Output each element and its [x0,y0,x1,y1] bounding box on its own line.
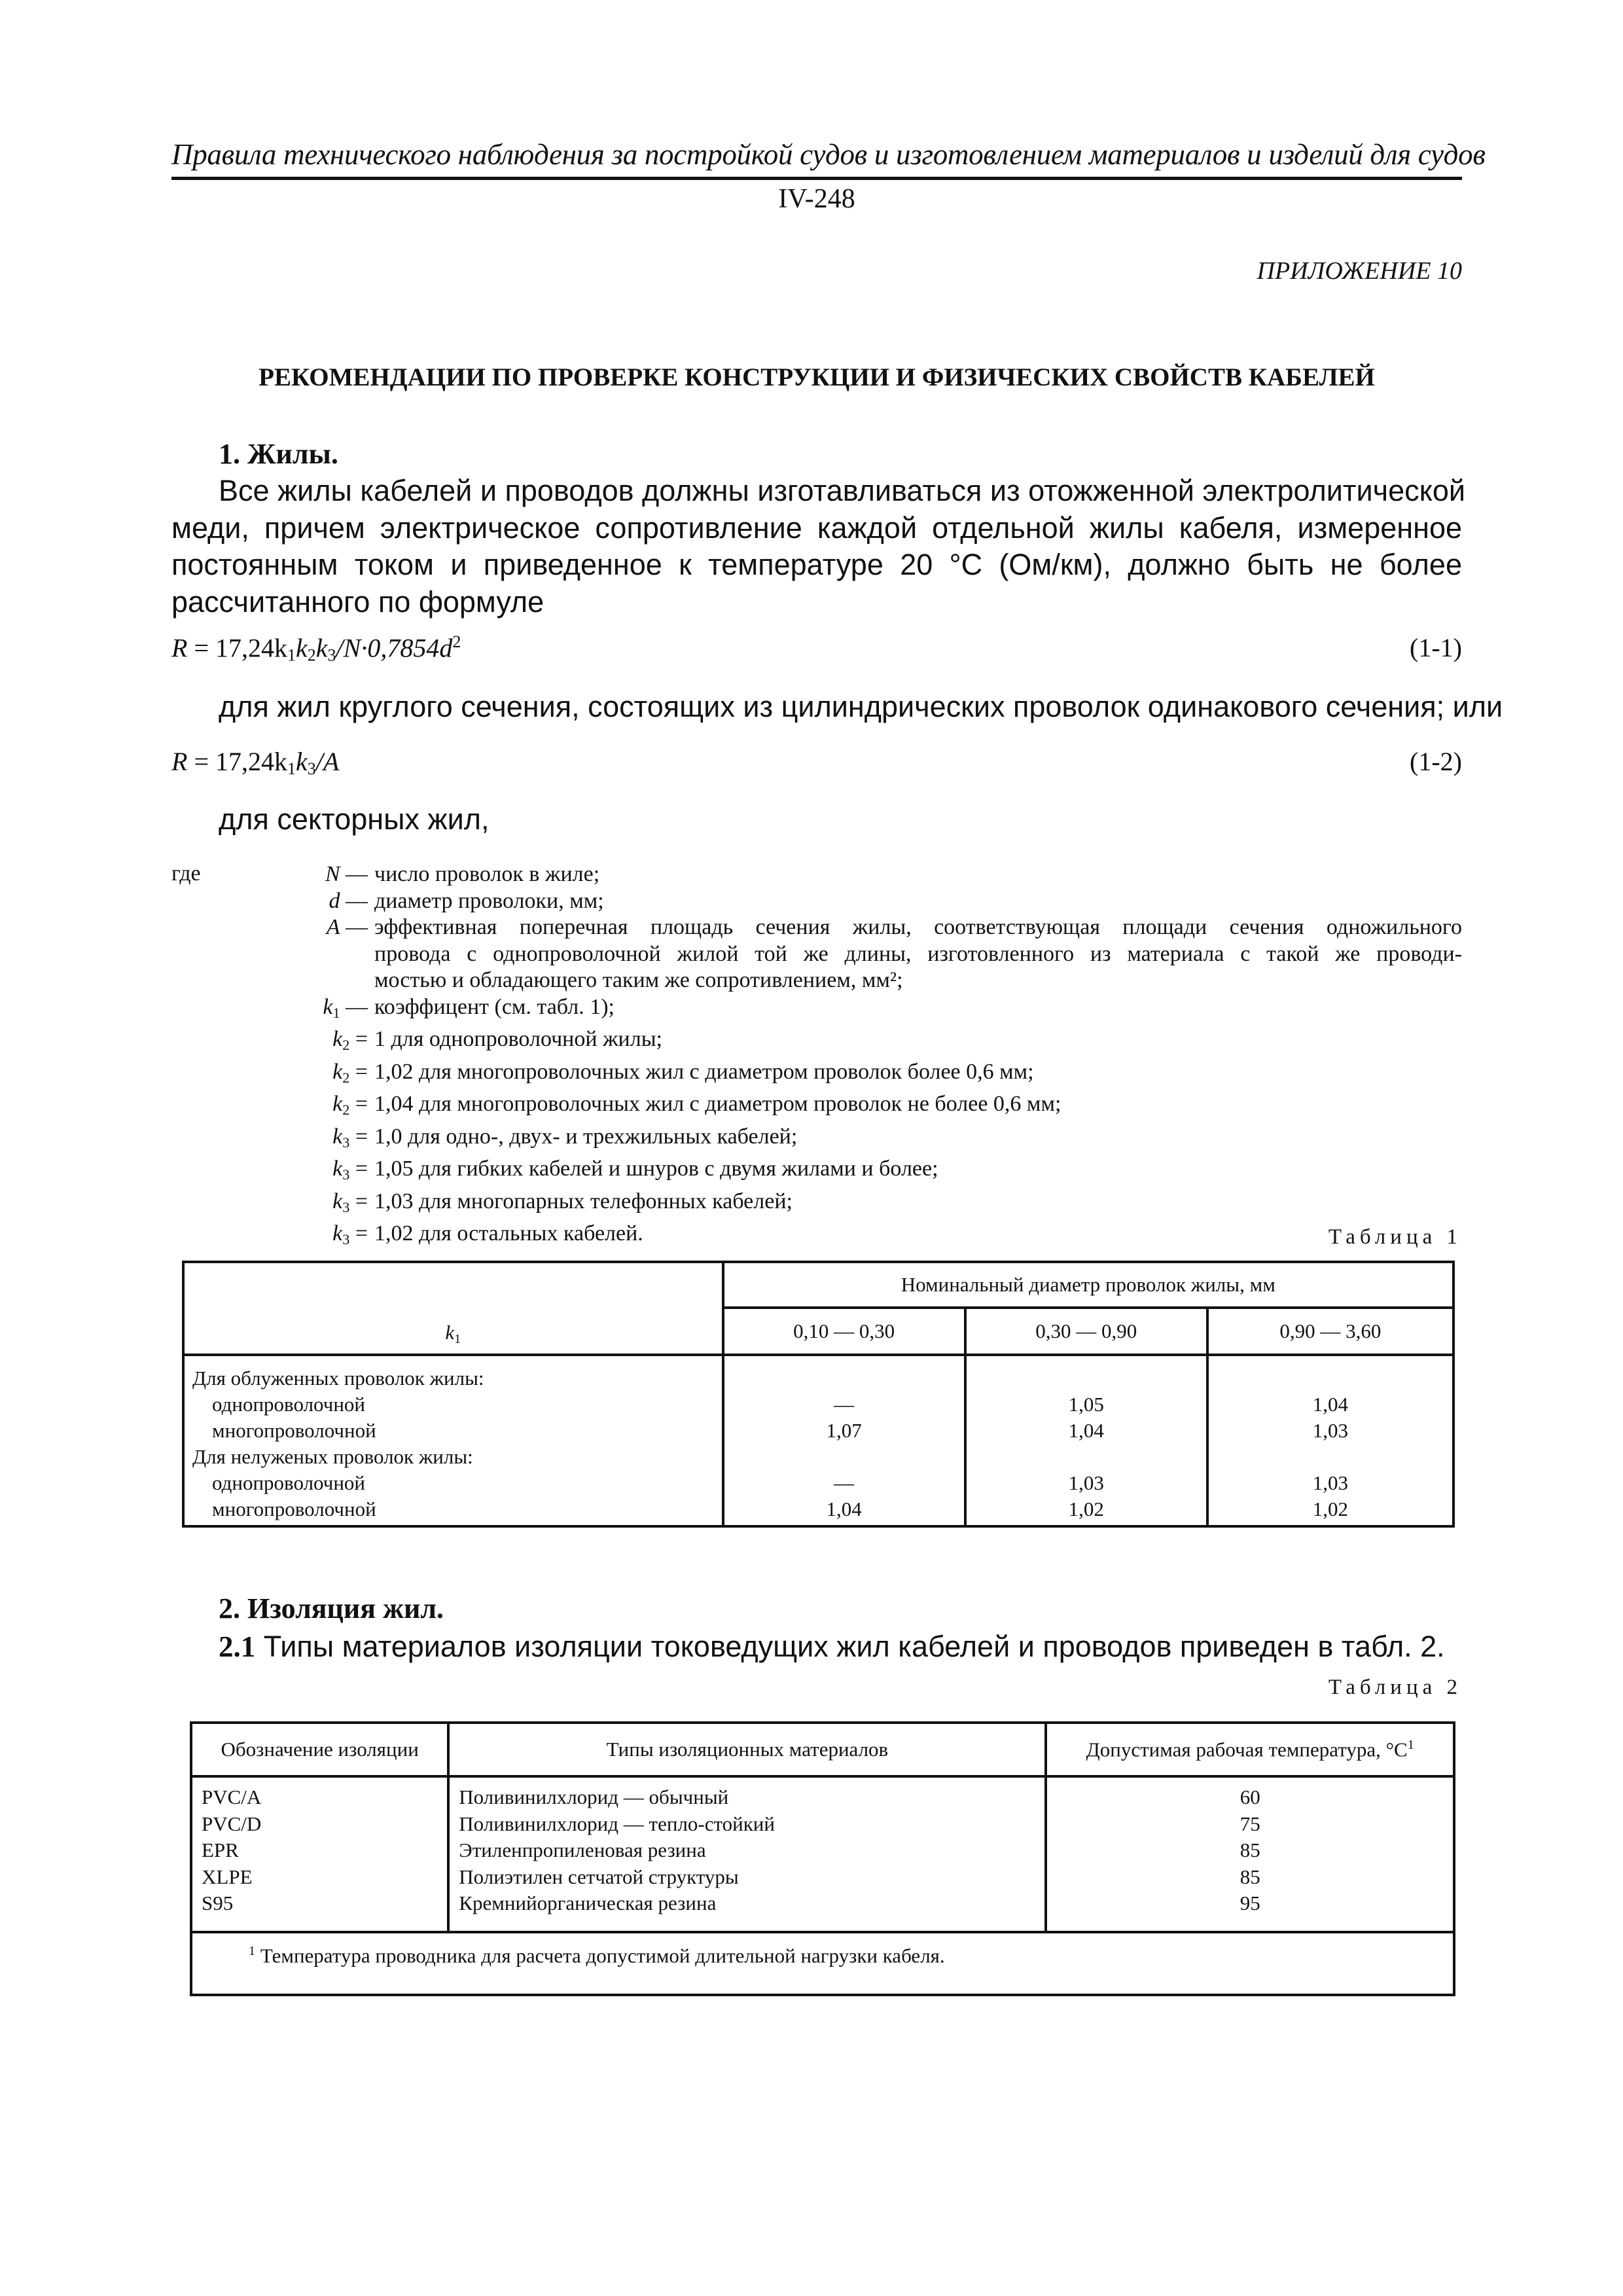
table-cell: Поливинилхлорид — обычный [459,1785,729,1808]
formula-text: R [171,633,188,663]
table-cell: 95 [1240,1892,1260,1914]
where-label: где [171,861,201,886]
table-cell: 1,04 [1312,1393,1349,1416]
definition-text: эффективная поперечная площадь сечения жилы, соответствующая площади сечения одножильного [374,915,1462,939]
table-2-footnote: $^1$ Температура проводника для расчета допустимой длительной нагрузки кабеля. [191,1932,1454,1995]
definition-item [283,888,1462,915]
table-cell: 1,03 [1312,1471,1349,1494]
table-row-label: многопроволочной [212,1498,376,1520]
definition-text: 1,02 для многопроволочных жил с диаметром проволок более 0,6 мм; [374,1059,1034,1084]
table-cell: — [834,1471,855,1494]
definition-text: диаметр проволоки, мм; [374,888,604,913]
definition-symbol: N — [325,862,368,886]
table-cell: Кремнийорганическая резина [459,1892,717,1914]
table-cell: Этиленпропиленовая резина [459,1839,706,1861]
formula-text: R [171,747,188,776]
table-2-materials [448,1776,1046,1932]
section-2-1-text [219,1630,1445,1664]
table-row-label: однопроволочной [212,1393,366,1416]
formula-1-1-number: (1-1) [1410,633,1462,662]
formula-1-2 [171,746,1462,779]
table-cell [1209,1365,1452,1391]
table-cell: 1,07 [826,1419,862,1442]
running-header: Правила технического наблюдения за постройкой судов и изготовлением материалов и изделий для судов [171,138,1486,171]
table-cell: 1,04 [1068,1419,1104,1442]
table-cell: — [834,1393,855,1416]
table-cell: 1,03 [1312,1419,1349,1442]
table-row-label: Для облуженных проволок жилы: [192,1367,484,1390]
definition-symbol: A — [326,915,368,939]
definition-item [283,1091,1462,1124]
formula-sub: 1 [287,759,296,778]
definition-symbol: d — [329,888,368,913]
formula-text: = 17,24k [187,747,287,776]
section-2-heading: 2. Изоляция жил. [219,1592,444,1624]
appendix-label: ПРИЛОЖЕНИЕ 10 [1257,257,1462,285]
table-cell: 1,05 [1068,1393,1104,1416]
definition-symbol: $k_2$ = [332,1027,368,1053]
definition-symbol: $k_3$ = [332,1157,368,1183]
formula-text: = 17,24k [187,633,287,663]
table-cell: 60 [1240,1785,1260,1808]
table-1-caption: Таблица 1 [1328,1225,1462,1249]
definition-symbol: $k_2$ = [332,1092,368,1118]
table-1-group-header: Номинальный диаметр проволок жилы, мм [723,1262,1454,1308]
table-2-codes [191,1776,448,1932]
definition-symbol: $k_1$ — [323,994,368,1021]
table-2-header: Типы изоляционных материалов [448,1723,1046,1776]
table-cell: 85 [1240,1865,1260,1888]
table-1-col-values [965,1355,1207,1526]
definition-text: 1,04 для многопроволочных жил с диаметром проволок не более 0,6 мм; [374,1092,1061,1116]
paragraph-line: постоянным током и приведенное к температуре 20 °С (Ом/км), должно быть не более [171,548,1462,581]
definition-item [283,1059,1462,1092]
formula-text: k [296,633,308,663]
section-1-paragraph [171,473,1465,620]
definition-symbol: $k_2$ = [332,1059,368,1086]
table-row-label: многопроволочной [212,1419,376,1442]
table-2-caption: Таблица 2 [1328,1676,1462,1699]
definition-item [283,861,1462,888]
formula-1-1-explanation: для жил круглого сечения, состоящих из цилиндрических проволок одинакового сечения; или [219,690,1503,723]
definition-item [283,1026,1462,1059]
table-cell: 1,03 [1068,1471,1104,1494]
table-cell: 1,02 [1312,1498,1349,1520]
formula-sub: 3 [327,645,336,665]
formula-text: k [315,633,328,663]
table-cell: PVC/A [202,1785,262,1808]
table-cell: 75 [1240,1812,1260,1835]
definition-item [283,1124,1462,1157]
table-1-column-header: 0,30 — 0,90 [965,1308,1207,1355]
definition-text: провода с однопроволочной жилой той же длины, изготовленного из материала с такой же проводи- [374,941,1462,966]
table-cell: 1,04 [826,1498,862,1520]
definition-symbol: $k_3$ = [332,1124,368,1151]
paragraph-line: Все жилы кабелей и проводов должны изготавливаться из отожженной электролитической [219,474,1465,507]
definition-item [283,1156,1462,1189]
definition-text: мостью и обладающего таким же сопротивлением, мм²; [374,968,903,992]
definition-symbol: $k_3$ = [332,1221,368,1247]
section-1-heading: 1. Жилы. [219,438,338,470]
table-2 [190,1721,1455,1996]
formula-sub: 3 [307,759,316,778]
formula-text: k [296,747,308,776]
table-cell: Поливинилхлорид — тепло-стойкий [459,1812,775,1835]
definition-symbol: $k_3$ = [332,1189,368,1215]
table-1-col-values [1207,1355,1454,1526]
table-cell: S95 [202,1892,234,1914]
table-2-temps [1046,1776,1454,1932]
formula-sub: 1 [287,645,296,665]
definition-item [283,1221,1462,1253]
table-cell [1209,1444,1452,1470]
table-1-col-values [723,1355,965,1526]
definition-text: число проволок в жиле; [374,862,600,886]
table-1-labels [183,1355,723,1526]
table-cell: Полиэтилен сетчатой структуры [459,1865,739,1888]
subsection-text: Типы материалов изоляции токоведущих жил кабелей и проводов приведен в табл. 2. [255,1630,1445,1663]
table-1-column-header: 0,90 — 3,60 [1207,1308,1454,1355]
definition-item [283,914,1462,994]
formula-text: /N·0,7854d [336,633,453,663]
table-row-label: однопроволочной [212,1471,366,1494]
table-2-header: Обозначение изоляции [191,1723,448,1776]
definition-text: 1 для однопроволочной жилы; [374,1027,663,1051]
table-cell: EPR [202,1839,239,1861]
table-cell [967,1444,1206,1470]
subsection-number: 2.1 [219,1630,256,1663]
formula-text: /A [315,747,340,776]
definition-text: 1,05 для гибких кабелей и шнуров с двумя жилами и более; [374,1157,938,1181]
paragraph-line: меди, причем электрическое сопротивление каждой отдельной жилы кабеля, измеренное [171,511,1462,545]
definition-item [283,994,1462,1027]
table-row-label: Для нелуженых проволок жилы: [192,1445,473,1468]
document-title: РЕКОМЕНДАЦИИ ПО ПРОВЕРКЕ КОНСТРУКЦИИ И ФИЗИЧЕСКИХ СВОЙСТВ КАБЕЛЕЙ [259,363,1375,391]
table-cell: XLPE [202,1865,253,1888]
table-1-row-header: $k_1$ [183,1262,723,1355]
table-cell: 85 [1240,1839,1260,1861]
paragraph-line: рассчитанного по формуле [171,584,544,619]
definition-text: 1,03 для многопарных телефонных кабелей; [374,1189,793,1213]
formula-sup: 2 [452,632,461,651]
definitions-list [283,861,1462,1253]
table-2-header: Допустимая рабочая температура, $^\circ С^1$ [1046,1723,1454,1776]
formula-1-2-number: (1-2) [1410,747,1462,776]
definition-item [283,1189,1462,1221]
table-1-column-header: 0,10 — 0,30 [723,1308,965,1355]
table-cell [724,1365,964,1391]
definition-text: коэффицент (см. табл. 1); [374,994,615,1019]
header-rule [171,177,1462,180]
formula-1-2-explanation: для секторных жил, [219,802,490,836]
table-cell [724,1444,964,1470]
page-number: IV-248 [778,184,855,214]
table-cell: PVC/D [202,1812,262,1835]
table-cell: 1,02 [1068,1498,1104,1520]
definition-text: 1,0 для одно-, двух- и трехжильных кабелей; [374,1124,798,1149]
table-1 [182,1261,1455,1528]
formula-sub: 2 [307,645,316,665]
definition-text: 1,02 для остальных кабелей. [374,1221,643,1246]
formula-1-1 [171,632,1462,665]
table-cell [967,1365,1206,1391]
